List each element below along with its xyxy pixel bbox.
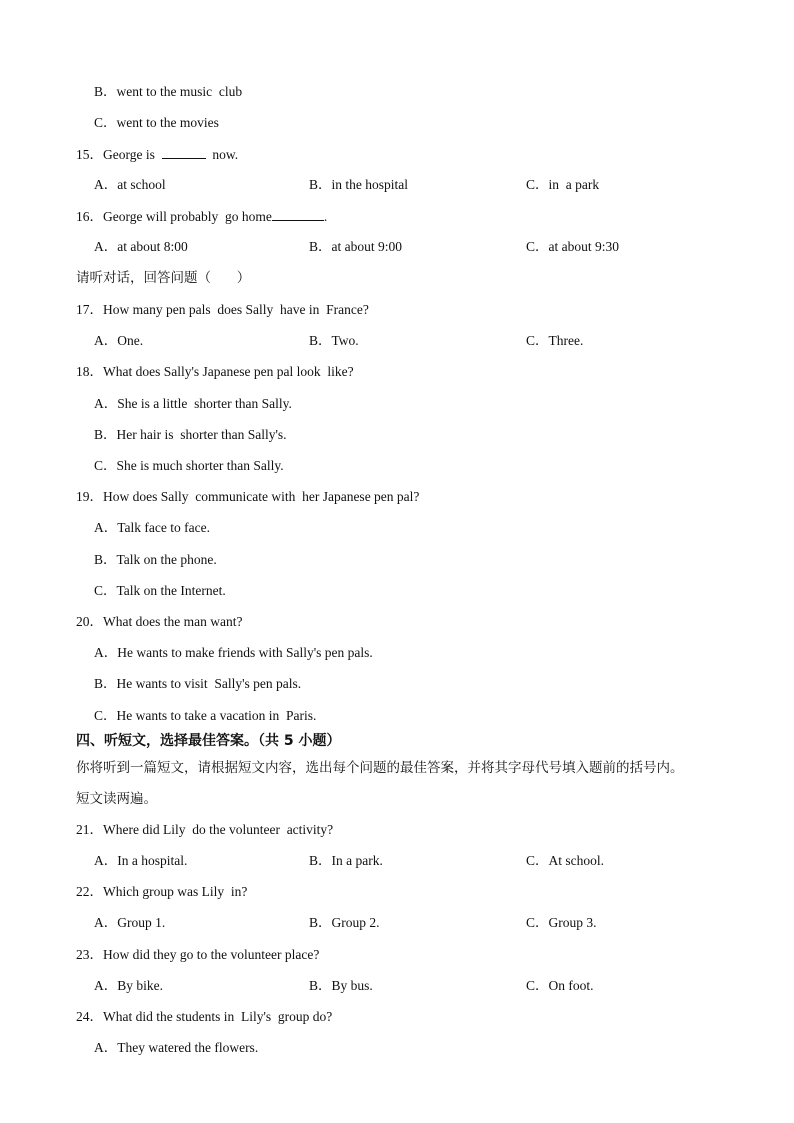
q23-option-b: B．By bus. (309, 978, 373, 993)
q15-text-post: now. (205, 147, 239, 162)
question-15 (0, 144, 794, 164)
q22-option-a: A．Group 1. (94, 915, 166, 930)
q15-option-c: C．in a park (526, 177, 600, 192)
question-22: 22．Which group was Lily in? (76, 884, 248, 899)
question-20: 20．What does the man want? (76, 614, 243, 629)
q19-option-a: A．Talk face to face. (94, 520, 210, 535)
q19-option-b: B．Talk on the phone. (94, 552, 217, 567)
q14-option-c: C．went to the movies (94, 115, 219, 130)
q18-option-c: C．She is much shorter than Sally. (94, 458, 284, 473)
question-23: 23．How did they go to the volunteer place? (76, 947, 320, 962)
q22-option-b: B．Group 2. (309, 915, 380, 930)
answer-blank (272, 206, 324, 221)
q16-option-a: A．at about 8:00 (94, 239, 188, 254)
q24-option-a: A．They watered the flowers. (94, 1040, 259, 1055)
question-18: 18．What does Sally's Japanese pen pal look like? (76, 364, 354, 379)
q16-text-post: . (323, 209, 328, 224)
q17-option-c: C．Three. (526, 333, 584, 348)
answer-blank (162, 144, 206, 159)
q21-option-a: A．In a hospital. (94, 853, 188, 868)
q18-option-a: A．She is a little shorter than Sally. (94, 396, 292, 411)
q14-option-b: B．went to the music club (94, 84, 243, 99)
q22-options (0, 913, 794, 933)
section-4-heading: 四、听短文，选择最佳答案。（共 5 小题） (76, 733, 341, 749)
q23-options (0, 976, 794, 996)
q16-option-c: C．at about 9:30 (526, 239, 619, 254)
question-17: 17．How many pen pals does Sally have in France? (76, 302, 369, 317)
question-24: 24．What did the students in Lily's group do? (76, 1009, 333, 1024)
q21-options (0, 851, 794, 871)
section-4-instruction: 你将听到一篇短文，请根据短文内容，选出每个问题的最佳答案，并将其字母代号填入题前的括号内。 (76, 760, 684, 776)
q21-option-b: B．In a park. (309, 853, 383, 868)
q19-option-c: C．Talk on the Internet. (94, 583, 226, 598)
q16-options (0, 237, 794, 257)
q17-option-b: B．Two. (309, 333, 359, 348)
instruction-dialogue: 请听对话，回答问题（ ） (76, 270, 251, 286)
q23-option-c: C．On foot. (526, 978, 594, 993)
q20-option-a: A．He wants to make friends with Sally's pen pals. (94, 645, 373, 660)
q17-option-a: A．One. (94, 333, 144, 348)
question-21: 21．Where did Lily do the volunteer activity? (76, 822, 334, 837)
q16-text-pre: 16．George will probably go home (76, 209, 272, 224)
q15-option-b: B．in the hospital (309, 177, 408, 192)
q16-option-b: B．at about 9:00 (309, 239, 402, 254)
q21-option-c: C．At school. (526, 853, 605, 868)
q20-option-b: B．He wants to visit Sally's pen pals. (94, 676, 302, 691)
q15-option-a: A．at school (94, 177, 166, 192)
q15-text-pre: 15．George is (76, 147, 162, 162)
question-19: 19．How does Sally communicate with her Japanese pen pal? (76, 489, 420, 504)
q18-option-b: B．Her hair is shorter than Sally's. (94, 427, 287, 442)
q23-option-a: A．By bike. (94, 978, 163, 993)
q15-options (0, 175, 794, 195)
q22-option-c: C．Group 3. (526, 915, 597, 930)
q20-option-c: C．He wants to take a vacation in Paris. (94, 708, 317, 723)
question-16 (0, 206, 794, 226)
section-4-instruction-cont: 短文读两遍。 (76, 791, 157, 807)
q17-options (0, 331, 794, 351)
